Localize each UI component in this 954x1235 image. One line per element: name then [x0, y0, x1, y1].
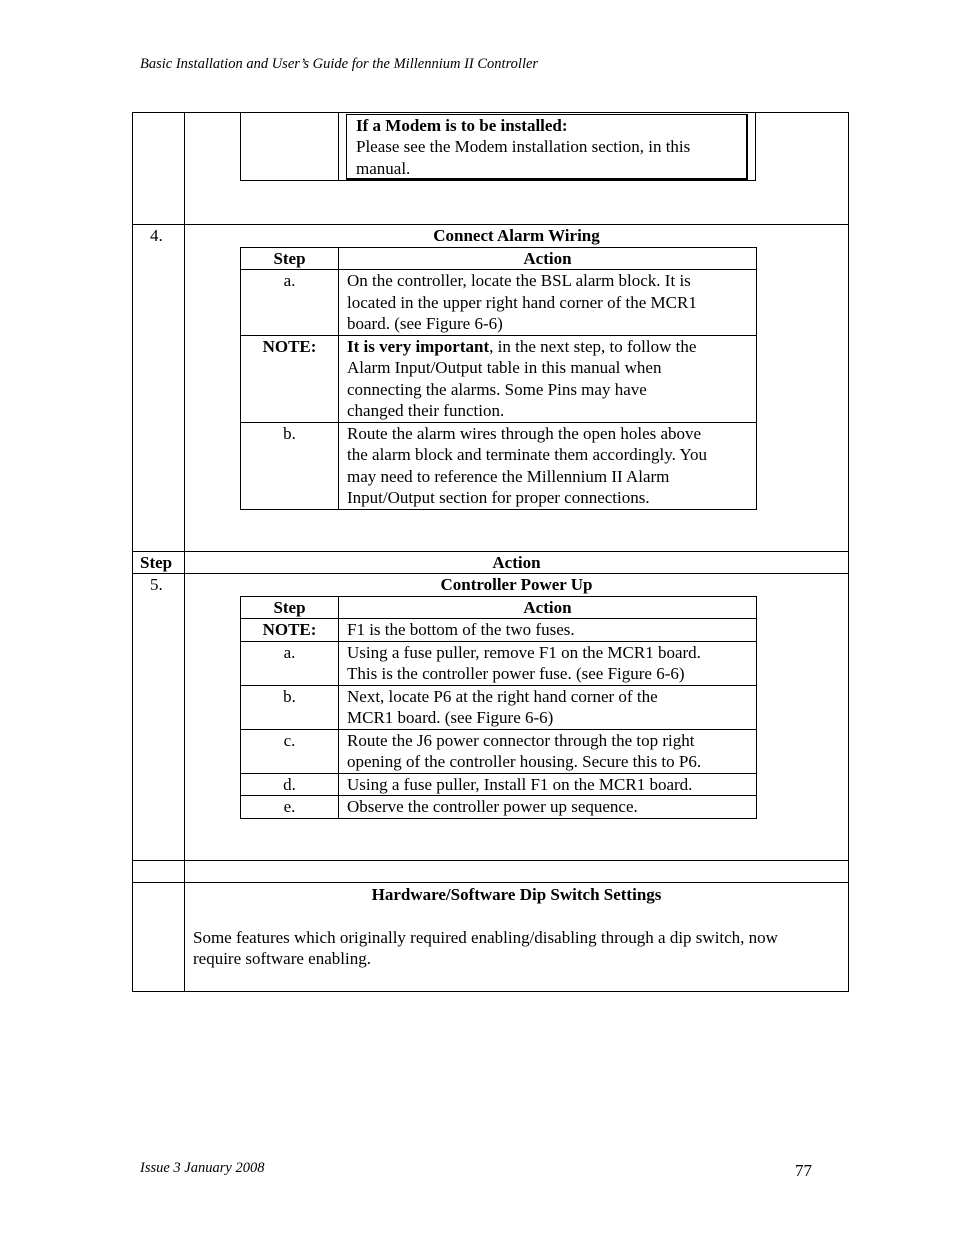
outer-step-header: Step: [140, 553, 173, 572]
section4-number: 4.: [150, 226, 163, 245]
table-row: [241, 773, 757, 796]
step-cell: c.: [241, 729, 339, 773]
outer-table-left-border: [132, 112, 133, 992]
action-line: the alarm block and terminate them accordingly. You: [347, 445, 708, 464]
action-line: Next, locate P6 at the right hand corner of the: [347, 686, 658, 706]
action-line: changed their function.: [347, 401, 505, 420]
action-line: Observe the controller power up sequence.: [347, 797, 638, 816]
action-cell: [339, 729, 757, 773]
action-line: opening of the controller housing. Secure this to P6.: [347, 752, 702, 771]
action-line: Using a fuse puller, remove F1 on the MCR1 board.: [347, 642, 701, 662]
dip-section-line: Some features which originally required enabling/disabling through a dip switch, now: [193, 928, 778, 947]
dip-section-line: require software enabling.: [193, 949, 371, 968]
power-up-table: [240, 596, 757, 819]
action-cell: [339, 335, 757, 422]
step-cell: a.: [241, 641, 339, 685]
action-line: Using a fuse puller, Install F1 on the MCR1 board.: [347, 774, 693, 794]
action-cell: [339, 685, 757, 729]
action-cell: [339, 270, 757, 336]
table-row: [241, 729, 757, 773]
action-line: On the controller, locate the BSL alarm block. It is: [347, 271, 691, 290]
table-row: [241, 335, 757, 422]
section5-title: Controller Power Up: [440, 575, 593, 594]
step-cell: e.: [241, 796, 339, 819]
action-cell: [339, 422, 757, 509]
action-line: Route the alarm wires through the open holes above: [347, 423, 702, 443]
step-cell: b.: [241, 422, 339, 509]
modem-note-heading: If a Modem is to be installed:: [356, 116, 568, 135]
outer-table-bottom-border: [132, 991, 849, 992]
important-emphasis: It is very important: [347, 336, 490, 356]
action-cell: [339, 619, 757, 642]
table-row: [241, 619, 757, 642]
alarm-table-step-header: Step: [241, 248, 339, 270]
action-line: Alarm Input/Output table in this manual when: [347, 358, 662, 377]
alarm-table-action-header: Action: [339, 248, 757, 270]
step-cell: a.: [241, 270, 339, 336]
step-cell: d.: [241, 773, 339, 796]
outer-action-header: Action: [492, 553, 541, 572]
dip-section-title: Hardware/Software Dip Switch Settings: [371, 885, 662, 904]
action-line: [347, 336, 748, 358]
modem-note-text: Please see the Modem installation section, in this manual.: [356, 137, 691, 178]
power-table-step-header: Step: [241, 597, 339, 619]
step-cell: NOTE:: [241, 335, 339, 422]
action-line: F1 is the bottom of the two fuses.: [347, 620, 575, 639]
step-cell: b.: [241, 685, 339, 729]
action-line: Route the J6 power connector through the top right: [347, 730, 695, 750]
action-line: Input/Output section for proper connections.: [347, 488, 650, 507]
outer-table-row-divider: [132, 882, 849, 883]
action-line-rest: , in the next step, to follow the: [489, 336, 697, 356]
section4-title: Connect Alarm Wiring: [433, 226, 600, 245]
alarm-wiring-table: [240, 247, 757, 510]
table-row: [241, 422, 757, 509]
modem-table-column-divider: [338, 112, 339, 181]
outer-table-right-border: [848, 112, 849, 992]
page-number: 77: [795, 1161, 812, 1180]
action-cell: [339, 796, 757, 819]
table-row: [241, 641, 757, 685]
table-row: [241, 270, 757, 336]
step-cell: NOTE:: [241, 619, 339, 642]
power-table-action-header: Action: [339, 597, 757, 619]
section5-number: 5.: [150, 575, 163, 594]
table-row: [241, 685, 757, 729]
action-line: MCR1 board. (see Figure 6-6): [347, 708, 554, 727]
action-line: located in the upper right hand corner of the MCR1: [347, 292, 697, 312]
page-header: Basic Installation and User’s Guide for the Millennium II Controller: [140, 56, 539, 72]
action-line: This is the controller power fuse. (see Figure 6-6): [347, 664, 685, 683]
action-line: may need to reference the Millennium II Alarm: [347, 466, 670, 486]
action-line: board. (see Figure 6-6): [347, 314, 503, 333]
footer-issue: Issue 3 January 2008: [140, 1160, 265, 1176]
outer-table-row-divider: [132, 860, 849, 861]
action-cell: [339, 641, 757, 685]
action-cell: [339, 773, 757, 796]
table-row: [241, 796, 757, 819]
action-line: connecting the alarms. Some Pins may have: [347, 379, 647, 399]
